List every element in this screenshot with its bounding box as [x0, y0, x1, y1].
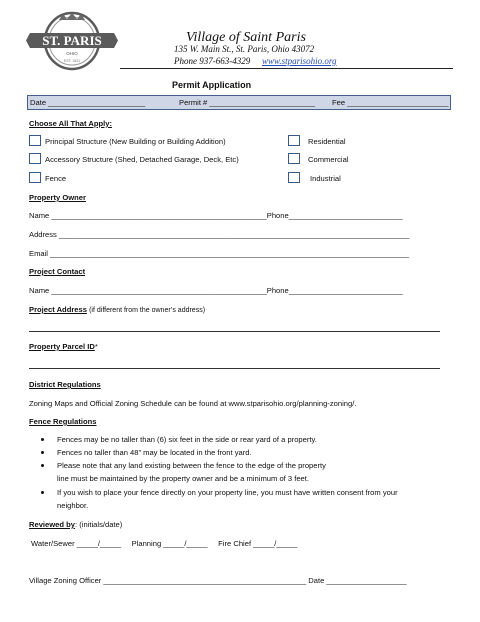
- parcel-star: *: [94, 342, 98, 351]
- logo-state: OHIO: [66, 51, 78, 56]
- residential-checkbox[interactable]: [288, 135, 300, 146]
- reviewed-by-suffix: : (initials/date): [75, 520, 123, 529]
- bullet: [41, 464, 44, 467]
- parcel-line[interactable]: [29, 368, 440, 369]
- fence-rule-4: If you wish to place your fence directly on your property line, you must have written consent from your: [57, 488, 398, 497]
- choose-heading: Choose All That Apply:: [29, 119, 112, 128]
- zoning-officer-field[interactable]: Village Zoning Officer ________________________________________________ Date ___________________: [29, 576, 407, 585]
- permit-number-field[interactable]: Permit # _________________________: [179, 98, 315, 107]
- district-heading: District Regulations: [29, 380, 101, 389]
- property-owner-heading: Property Owner: [29, 193, 86, 202]
- village-name: Village of Saint Paris: [186, 30, 306, 45]
- fence-checkbox[interactable]: [29, 172, 41, 183]
- principal-structure-checkbox[interactable]: [29, 135, 41, 146]
- fence-label: Fence: [45, 174, 67, 183]
- accessory-structure-label: Accessory Structure (Shed, Detached Garage, Deck, Etc): [45, 155, 239, 164]
- project-address-heading-row: [29, 305, 205, 314]
- principal-structure-label: Principal Structure (New Building or Building Addition): [45, 137, 226, 146]
- fence-rule-4-cont: neighbor.: [57, 501, 89, 510]
- village-logo: [26, 10, 118, 72]
- parcel-heading-row: [29, 342, 98, 351]
- reviewed-by-row: [29, 520, 122, 529]
- project-address-line[interactable]: [29, 331, 440, 332]
- contact-name-phone-field[interactable]: Name ___________________________________________________Phone___________________________: [29, 286, 403, 295]
- bullet: [41, 438, 44, 441]
- commercial-label: Commercial: [308, 155, 349, 164]
- review-signoff-fields[interactable]: Water/Sewer _____/_____ Planning _____/_____ Fire Chief _____/_____: [31, 539, 298, 548]
- district-text: Zoning Maps and Official Zoning Schedule can be found at www.stparisohio.org/planning-zoning/.: [29, 399, 357, 408]
- owner-email-field[interactable]: Email _____________________________________________________________________________________: [29, 249, 410, 258]
- industrial-label: Industrial: [310, 174, 341, 183]
- fence-rule-3-cont: line must be maintained by the property owner and be a minimum of 3 feet.: [57, 474, 309, 483]
- fee-field[interactable]: Fee ________________________: [332, 98, 449, 107]
- date-field[interactable]: Date _______________________: [30, 98, 146, 107]
- residential-label: Residential: [308, 137, 346, 146]
- project-address-note: (if different from the owner’s address): [89, 307, 206, 314]
- fence-rule-2: Fences no taller than 48” may be located in the front yard.: [57, 448, 252, 457]
- project-contact-heading: Project Contact: [29, 267, 86, 276]
- village-phone: Phone 937-663-4329: [174, 56, 251, 66]
- commercial-checkbox[interactable]: [288, 153, 300, 164]
- project-address-heading: Project Address: [29, 305, 87, 314]
- village-address: 135 W. Main St., St. Paris, Ohio 43072: [174, 44, 315, 54]
- bullet: [41, 491, 44, 494]
- logo-name: ST. PARIS: [42, 33, 102, 48]
- owner-address-field[interactable]: Address ___________________________________________________________________________________: [29, 230, 410, 239]
- owner-name-phone-field[interactable]: Name ___________________________________________________Phone___________________________: [29, 211, 403, 220]
- logo-est: EST. 1831: [63, 59, 81, 63]
- fence-regulations-heading: Fence Regulations: [29, 417, 97, 426]
- form-title: Permit Application: [172, 80, 252, 90]
- header-rule: [120, 68, 453, 69]
- industrial-checkbox[interactable]: [288, 172, 300, 183]
- reviewed-by-heading: Reviewed by: [29, 520, 76, 529]
- fence-rule-1: Fences may be no taller than (6) six feet in the side or rear yard of a property.: [57, 435, 317, 444]
- website-link[interactable]: www.stparisohio.org: [262, 56, 337, 66]
- fence-rule-3: Please note that any land existing between the fence to the edge of the property: [57, 461, 326, 470]
- bullet: [41, 451, 44, 454]
- parcel-heading: Property Parcel ID: [29, 342, 95, 351]
- accessory-structure-checkbox[interactable]: [29, 153, 41, 164]
